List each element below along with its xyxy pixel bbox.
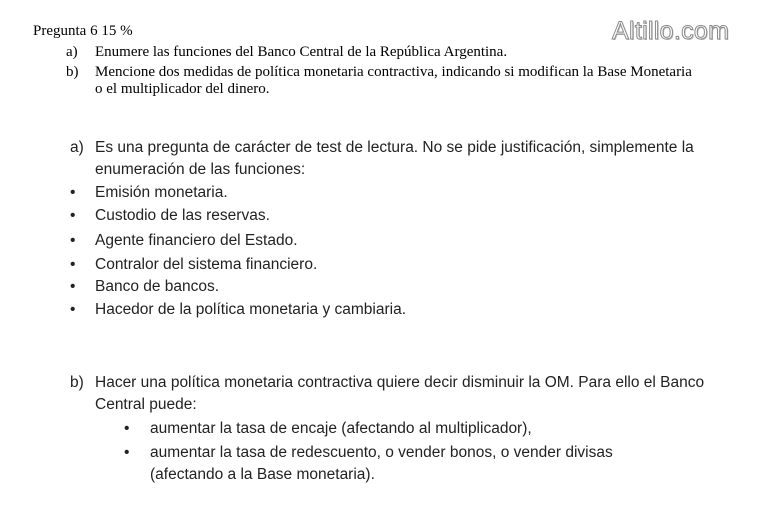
list-item-text: Hacedor de la política monetaria y cambiaria. (95, 301, 407, 318)
question-a-label: a) (66, 44, 78, 60)
list-item (70, 182, 228, 204)
bullet-icon: • (70, 278, 76, 295)
list-item-text: Agente financiero del Estado. (95, 232, 298, 249)
bullet-icon: • (70, 207, 76, 224)
list-item (70, 230, 298, 252)
question-b (66, 64, 695, 98)
list-item (124, 442, 670, 486)
question-b-label: b) (66, 64, 79, 80)
answer-b-intro (70, 372, 720, 416)
question-b-text: Mencione dos medidas de política monetaria contractiva, indicando si modifican la Base Monetaria o el multiplicador del dinero. (95, 64, 692, 97)
question-title: Pregunta 6 15 % (33, 23, 133, 39)
list-item-text: Banco de bancos. (95, 278, 220, 295)
list-item (70, 299, 406, 321)
list-item-text: Contralor del sistema financiero. (95, 256, 318, 273)
answer-a-intro (70, 137, 735, 181)
answer-a-text: Es una pregunta de carácter de test de lectura. No se pide justificación, simplemente la enumeración de las funciones: (95, 139, 694, 178)
list-item-text: Emisión monetaria. (95, 184, 228, 201)
list-item (70, 205, 270, 227)
bullet-icon: • (70, 232, 76, 249)
list-item (70, 254, 317, 276)
answer-a-label: a) (70, 139, 84, 156)
bullet-icon: • (70, 256, 76, 273)
bullet-icon: • (124, 420, 130, 437)
list-item-text: aumentar la tasa de redescuento, o vender bonos, o vender divisas (afectando a la Base monetaria). (150, 444, 613, 483)
question-a-text: Enumere las funciones del Banco Central de la República Argentina. (95, 44, 508, 60)
bullet-icon: • (70, 301, 76, 318)
bullet-icon: • (124, 444, 130, 461)
list-item (70, 276, 219, 298)
bullet-icon: • (70, 184, 76, 201)
answer-b-text: Hacer una política monetaria contractiva quiere decir disminuir la OM. Para ello el Banco Central puede: (95, 374, 705, 413)
list-item-text: Custodio de las reservas. (95, 207, 270, 224)
list-item (124, 418, 690, 440)
question-a (66, 44, 715, 61)
watermark-logo: Altillo.com (612, 17, 730, 45)
list-item-text: aumentar la tasa de encaje (afectando al multiplicador), (150, 420, 532, 437)
answer-b-label: b) (70, 374, 84, 391)
